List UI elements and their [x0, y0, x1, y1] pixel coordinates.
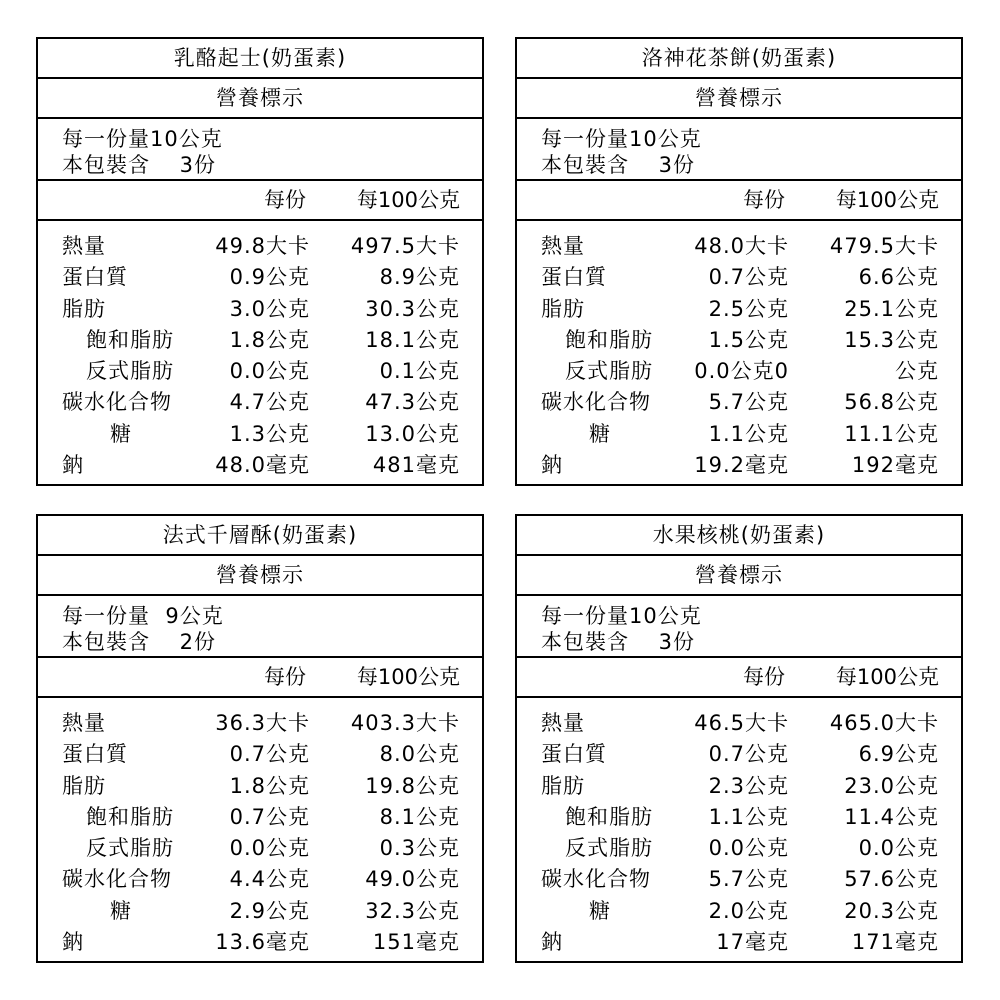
nutrition-panel-cheese	[36, 37, 484, 486]
per-100g-value: 57.6公克	[844, 867, 939, 892]
nutrient-label: 脂肪	[62, 773, 106, 798]
nutrient-row-calories	[517, 231, 961, 262]
column-headers	[517, 181, 961, 221]
nutrient-row-sugar	[517, 419, 961, 450]
nutrient-table	[38, 221, 482, 481]
serving-size: 每一份量 9公克	[62, 604, 224, 628]
nutrient-label: 糖	[110, 898, 132, 923]
product-title: 乳酪起士(奶蛋素)	[38, 39, 482, 79]
per-100g-value: 18.1公克	[365, 327, 460, 352]
per-100g-value: 19.8公克	[365, 773, 460, 798]
per-100g-value: 30.3公克	[365, 296, 460, 321]
per-serving-value: 2.3公克	[708, 773, 789, 798]
product-title: 水果核桃(奶蛋素)	[517, 516, 961, 556]
nutrient-label: 飽和脂肪	[86, 804, 174, 829]
per-serving-header: 每份	[743, 665, 785, 689]
per-100g-value: 171毫克	[851, 930, 939, 955]
nutrition-facts-heading: 營養標示	[517, 79, 961, 119]
nutrient-label: 熱量	[62, 711, 106, 735]
nutrient-row-sugar	[517, 896, 961, 927]
servings-per-pack: 本包裝含 3份	[541, 630, 696, 654]
nutrient-label: 飽和脂肪	[565, 327, 653, 352]
nutrient-label: 碳水化合物	[62, 867, 172, 892]
nutrient-label: 蛋白質	[541, 265, 607, 290]
per-100g-value: 15.3公克	[844, 327, 939, 352]
nutrient-label: 熱量	[541, 711, 585, 735]
per-100g-value: 公克	[895, 359, 939, 384]
per-100g-value: 8.0公克	[379, 742, 460, 767]
nutrient-row-trans-fat	[38, 356, 482, 387]
per-100g-value: 497.5大卡	[350, 234, 460, 258]
servings-per-pack: 本包裝含 3份	[62, 153, 217, 177]
nutrient-label: 蛋白質	[62, 742, 128, 767]
nutrient-label: 鈉	[62, 453, 84, 478]
column-headers	[38, 181, 482, 221]
nutrient-row-trans-fat	[517, 833, 961, 864]
per-serving-value: 48.0毫克	[215, 453, 310, 478]
per-serving-header: 每份	[264, 188, 306, 212]
nutrition-panel-roselle-cookie	[515, 37, 963, 486]
nutrient-label: 脂肪	[541, 773, 585, 798]
per-100g-value: 49.0公克	[365, 867, 460, 892]
servings-per-pack: 本包裝含 3份	[541, 153, 696, 177]
nutrient-label: 鈉	[541, 930, 563, 955]
per-serving-value: 1.5公克	[708, 327, 789, 352]
per-serving-value: 2.0公克	[708, 898, 789, 923]
per-100g-value: 11.4公克	[844, 804, 939, 829]
per-100g-value: 479.5大卡	[829, 234, 939, 258]
nutrient-label: 反式脂肪	[565, 359, 653, 384]
per-serving-value: 46.5大卡	[694, 711, 789, 735]
per-serving-value: 4.7公克	[229, 390, 310, 415]
nutrient-label: 飽和脂肪	[86, 327, 174, 352]
nutrient-row-protein	[517, 739, 961, 770]
per-serving-value: 0.0公克	[229, 359, 310, 384]
nutrient-label: 反式脂肪	[86, 359, 174, 384]
nutrition-panel-mille-feuille	[36, 514, 484, 963]
nutrient-row-saturated-fat	[517, 802, 961, 833]
per-serving-value: 3.0公克	[229, 296, 310, 321]
per-serving-value: 0.0公克	[229, 836, 310, 861]
serving-size: 每一份量10公克	[62, 127, 223, 151]
serving-info	[38, 596, 482, 658]
nutrition-facts-heading: 營養標示	[38, 79, 482, 119]
nutrient-table	[517, 698, 961, 958]
per-100g-value: 47.3公克	[365, 390, 460, 415]
nutrient-row-sodium	[517, 450, 961, 481]
per-serving-value: 13.6毫克	[215, 930, 310, 955]
column-headers	[38, 658, 482, 698]
nutrient-row-saturated-fat	[517, 325, 961, 356]
per-serving-value: 0.7公克	[708, 265, 789, 290]
per-serving-value: 0.9公克	[229, 265, 310, 290]
per-100g-value: 20.3公克	[844, 898, 939, 923]
nutrient-row-saturated-fat	[38, 802, 482, 833]
per-serving-value: 2.9公克	[229, 898, 310, 923]
nutrient-row-sugar	[38, 419, 482, 450]
nutrient-row-calories	[38, 708, 482, 739]
per-serving-value: 0.7公克	[229, 804, 310, 829]
per-100g-value: 23.0公克	[844, 773, 939, 798]
serving-size: 每一份量10公克	[541, 604, 702, 628]
nutrient-row-fat	[517, 294, 961, 325]
per-serving-value: 0.7公克	[229, 742, 310, 767]
nutrient-row-sodium	[38, 450, 482, 481]
per-serving-header: 每份	[264, 665, 306, 689]
nutrient-row-carbohydrate	[38, 864, 482, 895]
per-serving-value: 1.8公克	[229, 327, 310, 352]
per-serving-value: 48.0大卡	[694, 234, 789, 258]
per-100g-value: 151毫克	[372, 930, 460, 955]
per-serving-value: 19.2毫克	[694, 453, 789, 478]
nutrient-row-fat	[38, 771, 482, 802]
nutrient-row-sodium	[517, 927, 961, 958]
per-serving-value: 1.1公克	[708, 421, 789, 446]
nutrient-row-trans-fat	[38, 833, 482, 864]
product-title: 法式千層酥(奶蛋素)	[38, 516, 482, 556]
serving-info	[517, 119, 961, 181]
per-100g-header: 每100公克	[356, 665, 460, 689]
nutrient-row-carbohydrate	[517, 864, 961, 895]
per-serving-header: 每份	[743, 188, 785, 212]
servings-per-pack: 本包裝含 2份	[62, 630, 217, 654]
per-100g-value: 13.0公克	[365, 421, 460, 446]
nutrient-label: 脂肪	[541, 296, 585, 321]
nutrient-label: 反式脂肪	[565, 836, 653, 861]
per-serving-value: 0.0公克	[708, 836, 789, 861]
per-serving-value: 49.8大卡	[215, 234, 310, 258]
nutrient-row-saturated-fat	[38, 325, 482, 356]
per-serving-value: 5.7公克	[708, 390, 789, 415]
nutrient-row-protein	[517, 262, 961, 293]
per-serving-value: 36.3大卡	[215, 711, 310, 735]
per-100g-value: 0.3公克	[379, 836, 460, 861]
nutrient-label: 蛋白質	[541, 742, 607, 767]
nutrient-row-calories	[38, 231, 482, 262]
per-100g-value: 11.1公克	[844, 421, 939, 446]
per-serving-value: 1.3公克	[229, 421, 310, 446]
per-100g-value: 8.1公克	[379, 804, 460, 829]
per-serving-value: 1.8公克	[229, 773, 310, 798]
per-serving-value: 5.7公克	[708, 867, 789, 892]
per-100g-value: 56.8公克	[844, 390, 939, 415]
nutrient-label: 碳水化合物	[62, 390, 172, 415]
per-100g-value: 403.3大卡	[350, 711, 460, 735]
nutrient-label: 脂肪	[62, 296, 106, 321]
nutrient-row-trans-fat	[517, 356, 961, 387]
nutrition-facts-heading: 營養標示	[38, 556, 482, 596]
serving-info	[517, 596, 961, 658]
serving-info	[38, 119, 482, 181]
per-100g-value: 32.3公克	[365, 898, 460, 923]
nutrient-label: 熱量	[541, 234, 585, 258]
nutrient-row-carbohydrate	[517, 387, 961, 418]
nutrient-label: 蛋白質	[62, 265, 128, 290]
nutrient-label: 碳水化合物	[541, 867, 651, 892]
per-serving-value: 0.0公克0	[694, 359, 789, 384]
nutrient-label: 糖	[110, 421, 132, 446]
nutrient-label: 碳水化合物	[541, 390, 651, 415]
per-100g-value: 0.1公克	[379, 359, 460, 384]
nutrient-table	[38, 698, 482, 958]
nutrition-facts-heading: 營養標示	[517, 556, 961, 596]
nutrient-row-protein	[38, 262, 482, 293]
serving-size: 每一份量10公克	[541, 127, 702, 151]
per-100g-value: 192毫克	[851, 453, 939, 478]
nutrient-label: 鈉	[541, 453, 563, 478]
per-serving-value: 0.7公克	[708, 742, 789, 767]
product-title: 洛神花茶餅(奶蛋素)	[517, 39, 961, 79]
nutrient-label: 飽和脂肪	[565, 804, 653, 829]
per-100g-value: 465.0大卡	[829, 711, 939, 735]
per-100g-header: 每100公克	[356, 188, 460, 212]
nutrient-row-protein	[38, 739, 482, 770]
per-serving-value: 17毫克	[716, 930, 789, 955]
per-100g-value: 8.9公克	[379, 265, 460, 290]
nutrient-row-fat	[517, 771, 961, 802]
nutrient-label: 熱量	[62, 234, 106, 258]
column-headers	[517, 658, 961, 698]
per-100g-value: 481毫克	[372, 453, 460, 478]
nutrient-row-fat	[38, 294, 482, 325]
nutrient-table	[517, 221, 961, 481]
per-serving-value: 1.1公克	[708, 804, 789, 829]
per-100g-value: 0.0公克	[858, 836, 939, 861]
nutrient-label: 糖	[589, 421, 611, 446]
nutrient-label: 鈉	[62, 930, 84, 955]
per-100g-header: 每100公克	[835, 188, 939, 212]
per-100g-value: 6.6公克	[858, 265, 939, 290]
nutrition-panel-fruit-walnut	[515, 514, 963, 963]
nutrient-row-sugar	[38, 896, 482, 927]
nutrient-row-carbohydrate	[38, 387, 482, 418]
nutrient-label: 反式脂肪	[86, 836, 174, 861]
nutrient-label: 糖	[589, 898, 611, 923]
per-100g-value: 6.9公克	[858, 742, 939, 767]
per-100g-header: 每100公克	[835, 665, 939, 689]
per-serving-value: 4.4公克	[229, 867, 310, 892]
nutrient-row-sodium	[38, 927, 482, 958]
per-serving-value: 2.5公克	[708, 296, 789, 321]
nutrient-row-calories	[517, 708, 961, 739]
per-100g-value: 25.1公克	[844, 296, 939, 321]
